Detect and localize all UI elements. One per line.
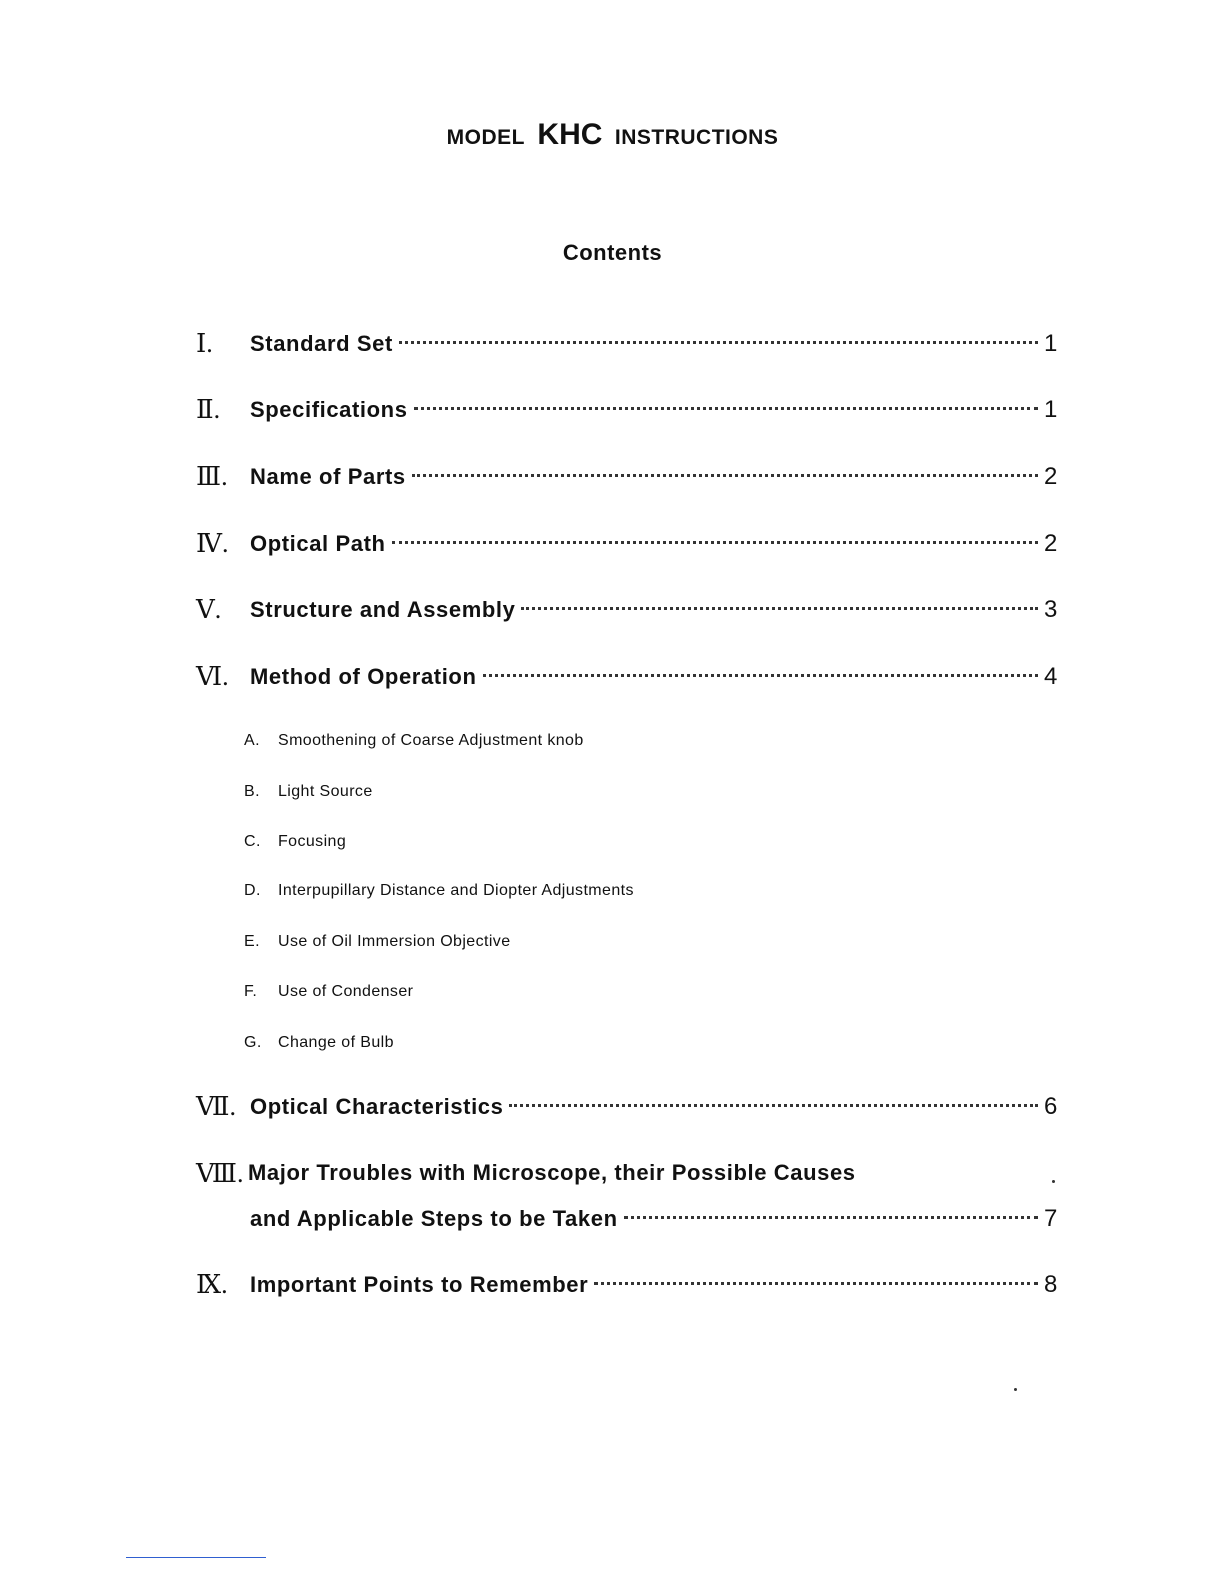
toc-page-number: 7 xyxy=(1044,1205,1058,1232)
toc-page-number: 3 xyxy=(1044,596,1058,623)
sub-item-focusing[interactable] xyxy=(244,832,346,852)
toc-numeral: Ⅸ. xyxy=(196,1270,228,1299)
sub-item-letter: E. xyxy=(244,933,260,950)
toc-entry-major-troubles-line1[interactable]: Major Troubles with Microscope, their Possible Causes xyxy=(248,1160,856,1185)
dot-leader xyxy=(414,405,1038,410)
toc-page-number: 2 xyxy=(1044,530,1058,557)
toc-page-number: 1 xyxy=(1044,330,1058,357)
toc-numeral: Ⅷ. xyxy=(196,1159,244,1188)
dot-leader xyxy=(594,1280,1038,1285)
sub-item-light-source[interactable] xyxy=(244,782,373,802)
toc-title: Specifications xyxy=(250,397,408,422)
sub-item-title: Smoothening of Coarse Adjustment knob xyxy=(278,732,584,749)
sub-item-interpupillary-distance[interactable] xyxy=(244,881,634,901)
toc-numeral: Ⅵ. xyxy=(196,662,229,691)
toc-numeral: Ⅶ. xyxy=(196,1092,237,1121)
toc-title: Important Points to Remember xyxy=(250,1272,589,1297)
sub-item-change-of-bulb[interactable] xyxy=(244,1033,394,1053)
scan-speck xyxy=(1052,1180,1055,1183)
sub-item-letter: F. xyxy=(244,983,258,1000)
toc-numeral: Ⅱ. xyxy=(196,395,221,424)
title-suffix: INSTRUCTIONS xyxy=(614,126,779,149)
toc-entry-optical-characteristics[interactable] xyxy=(196,1090,1058,1124)
title-prefix: MODEL xyxy=(446,126,525,149)
dot-leader xyxy=(412,472,1038,477)
sub-item-condenser[interactable] xyxy=(244,982,413,1002)
toc-title: and Applicable Steps to be Taken xyxy=(250,1206,618,1231)
toc-entry-name-of-parts[interactable] xyxy=(196,460,1058,494)
toc-entry-specifications[interactable] xyxy=(196,393,1058,427)
document-title xyxy=(0,118,1225,152)
sub-item-title: Light Source xyxy=(278,783,373,800)
toc-numeral: Ⅳ. xyxy=(196,529,229,558)
toc-page-number: 1 xyxy=(1044,396,1058,423)
sub-item-letter: B. xyxy=(244,783,260,800)
sub-item-oil-immersion[interactable] xyxy=(244,932,511,952)
title-model: KHC xyxy=(537,118,603,151)
dot-leader xyxy=(509,1102,1038,1107)
sub-item-title: Focusing xyxy=(278,833,347,850)
toc-page-number: 4 xyxy=(1044,663,1058,690)
toc-title: Optical Characteristics xyxy=(250,1094,504,1119)
sub-item-letter: D. xyxy=(244,882,261,899)
toc-entry-standard-set[interactable] xyxy=(196,327,1058,361)
sub-item-title: Interpupillary Distance and Diopter Adjustments xyxy=(278,882,634,899)
scan-speck xyxy=(1014,1388,1017,1391)
toc-numeral: Ⅴ. xyxy=(196,595,222,624)
sub-item-coarse-adjustment[interactable] xyxy=(244,731,584,751)
bottom-edge-mark xyxy=(126,1557,266,1558)
toc-title: Optical Path xyxy=(250,531,386,556)
toc-entry-major-troubles[interactable] xyxy=(196,1157,1058,1237)
toc-title: Method of Operation xyxy=(250,664,477,689)
dot-leader xyxy=(624,1214,1038,1219)
sub-item-letter: C. xyxy=(244,833,261,850)
toc-numeral: Ⅰ. xyxy=(196,329,213,358)
dot-leader xyxy=(392,539,1038,544)
toc-page-number: 8 xyxy=(1044,1271,1058,1298)
toc-entry-method-of-operation[interactable] xyxy=(196,660,1058,694)
toc-page-number: 6 xyxy=(1044,1093,1058,1120)
dot-leader xyxy=(483,672,1039,677)
sub-item-title: Use of Oil Immersion Objective xyxy=(278,933,511,950)
contents-heading: Contents xyxy=(562,240,663,265)
dot-leader xyxy=(399,339,1038,344)
toc-entry-important-points[interactable] xyxy=(196,1268,1058,1302)
toc-title: Standard Set xyxy=(250,331,393,356)
toc-page-number: 2 xyxy=(1044,463,1058,490)
sub-item-title: Use of Condenser xyxy=(278,983,414,1000)
sub-item-letter: A. xyxy=(244,732,260,749)
sub-item-title: Change of Bulb xyxy=(278,1034,394,1051)
sub-item-letter: G. xyxy=(244,1034,262,1051)
toc-title: Name of Parts xyxy=(250,464,406,489)
toc-entry-structure-and-assembly[interactable] xyxy=(196,593,1058,627)
toc-entry-optical-path[interactable] xyxy=(196,527,1058,561)
toc-numeral: Ⅲ. xyxy=(196,462,228,491)
dot-leader xyxy=(521,605,1038,610)
toc-title: Structure and Assembly xyxy=(250,597,516,622)
